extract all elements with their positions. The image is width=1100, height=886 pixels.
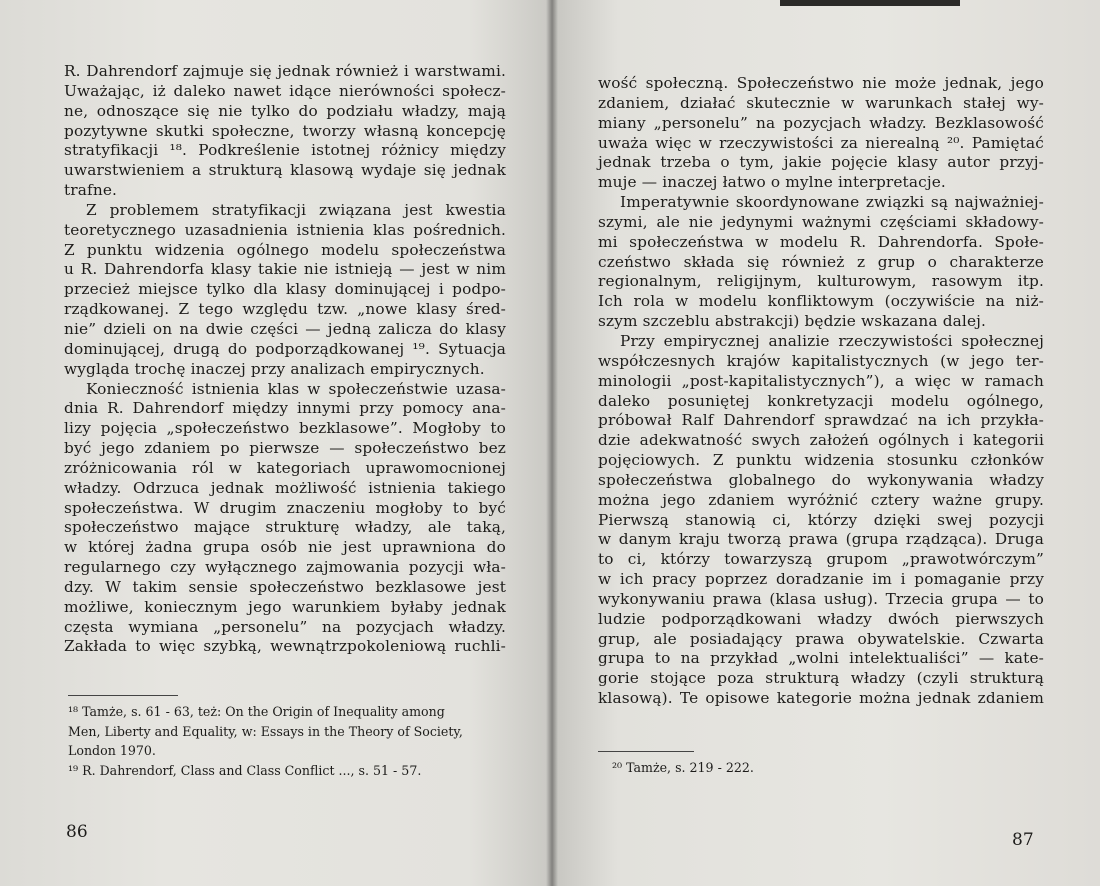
- text-line: Konieczność istnienia klas w społeczeństwie uzasa-: [86, 379, 506, 398]
- text-line: możliwe, koniecznym jego warunkiem byłaby jednak: [64, 597, 506, 616]
- text-line: współczesnych krajów kapitalistycznych (w jego ter-: [598, 351, 1044, 370]
- text-line: społeczeństwa. W drugim znaczeniu mogłoby to być: [64, 498, 506, 517]
- text-line: miany „personelu” na pozycjach władzy. Bezklasowość: [598, 113, 1044, 132]
- text-line: społeczeństwo mające strukturę władzy, ale taką,: [64, 518, 506, 537]
- left-page-body: [64, 62, 506, 657]
- text-line: można jego zdaniem wyróżnić cztery ważne grupy.: [598, 490, 1044, 509]
- text-line: przecież miejsce tylko dla klasy dominującej i podpo-: [64, 280, 506, 299]
- text-line: ne, odnoszące się nie tylko do podziału władzy, mają: [64, 101, 506, 120]
- text-line: Przy empirycznej analizie rzeczywistości społecznej: [620, 331, 1044, 350]
- text-line: Pierwszą stanowią ci, którzy dzięki swej pozycji: [598, 510, 1044, 529]
- text-line: uważa więc w rzeczywistości za nierealną ²⁰. Pamiętać: [598, 133, 1044, 152]
- text-line: R. Dahrendorf zajmuje się jednak również i warstwami.: [64, 62, 506, 80]
- text-line: wygląda trochę inaczej przy analizach empirycznych.: [64, 359, 485, 378]
- footnote-line: ¹⁹ R. Dahrendorf, Class and Class Conflict ..., s. 51 - 57.: [68, 762, 422, 778]
- text-line: władzy. Odrzuca jednak możliwość istnienia takiego: [64, 478, 506, 497]
- text-line: minologii „post-kapitalistycznych”), a więc w ramach: [598, 371, 1044, 390]
- text-line: Imperatywnie skoordynowane związki są najważniej-: [620, 193, 1044, 212]
- scan-edge: [780, 0, 960, 6]
- text-line: szym szczeblu abstrakcji) będzie wskazana dalej.: [598, 312, 987, 331]
- text-line: ludzie podporządkowani władzy dwóch pierwszych: [598, 609, 1044, 628]
- text-line: uwarstwieniem a strukturą klasową wydaje się jednak: [64, 161, 506, 180]
- text-line: szymi, ale nie jedynymi ważnymi częściami składowy-: [598, 212, 1044, 231]
- text-line: czeństwo składa się również z grup o charakterze: [598, 252, 1044, 271]
- text-line: regionalnym, religijnym, kulturowym, rasowym itp.: [598, 272, 1044, 291]
- text-line: rządkowanej. Z tego względu tzw. „nowe klasy śred-: [64, 300, 506, 319]
- text-line: częsta wymiana „personelu” na pozycjach władzy.: [64, 617, 506, 636]
- text-line: mi społeczeństwa w modelu R. Dahrendorfa. Społe-: [598, 232, 1044, 251]
- text-line: to ci, którzy towarzyszą grupom „prawotwórczym”: [598, 550, 1044, 569]
- text-line: Uważając, iż daleko nawet idące nierówności społecz-: [64, 81, 506, 100]
- text-line: społeczeństwa globalnego do wykonywania władzy: [598, 470, 1044, 489]
- text-line: teoretycznego uzasadnienia istnienia klas pośrednich.: [64, 220, 506, 239]
- text-line: Z problemem stratyfikacji związana jest kwestia: [86, 200, 506, 219]
- text-line: zróżnicowania ról w kategoriach uprawomocnionej: [64, 458, 506, 477]
- footnote-line: ¹⁸ Tamże, s. 61 - 63, też: On the Origin of Inequality among: [68, 704, 445, 719]
- text-line: muje — inaczej łatwo o mylne interpretacje.: [598, 173, 946, 192]
- footnote-divider: [68, 695, 178, 696]
- text-line: w której żadna grupa osób nie jest uprawniona do: [64, 538, 506, 557]
- text-line: pojęciowych. Z punktu widzenia stosunku członków: [598, 451, 1044, 470]
- text-line: w danym kraju tworzą prawa (grupa rządząca). Druga: [598, 530, 1044, 549]
- text-line: w ich pracy poprzez doradzanie im i pomaganie przy: [598, 570, 1044, 589]
- footnote-divider: [598, 751, 694, 752]
- text-line: gorie stojące poza strukturą władzy (czyli strukturą: [598, 669, 1044, 688]
- text-line: regularnego czy wyłącznego zajmowania pozycji wła-: [64, 558, 506, 577]
- text-line: klasową). Te opisowe kategorie można jednak zdaniem: [598, 689, 1044, 708]
- text-line: dzy. W takim sensie społeczeństwo bezklasowe jest: [64, 577, 506, 596]
- text-line: daleko posuniętej konkretyzacji modelu ogólnego,: [598, 391, 1044, 410]
- page-number: 87: [1012, 830, 1034, 850]
- text-line: grup, ale posiadający prawa obywatelskie. Czwarta: [598, 629, 1044, 648]
- text-line: lizy pojęcia „społeczeństwo bezklasowe”. Mogłoby to: [64, 419, 506, 438]
- text-line: wość społeczną. Społeczeństwo nie może jednak, jego: [598, 74, 1044, 92]
- text-line: jednak trzeba o tym, jakie pojęcie klasy autor przyj-: [598, 153, 1044, 172]
- text-line: trafne.: [64, 181, 118, 200]
- page-number: 86: [66, 822, 88, 842]
- right-page: [552, 0, 1100, 886]
- book-spine: [546, 0, 558, 886]
- text-line: Zakłada to więc szybką, wewnątrzpokoleniową ruchli-: [64, 637, 506, 656]
- text-line: dzie adekwatność swych założeń ogólnych i kategorii: [598, 431, 1044, 450]
- text-line: nie” dzieli on na dwie części — jedną zalicza do klasy: [64, 319, 506, 338]
- text-line: zdaniem, działać skutecznie w warunkach stałej wy-: [598, 93, 1044, 112]
- text-line: Ich rola w modelu konfliktowym (oczywiście na niż-: [598, 292, 1044, 311]
- text-line: dnia R. Dahrendorf między innymi przy pomocy ana-: [64, 399, 506, 418]
- footnote-line: ²⁰ Tamże, s. 219 - 222.: [612, 760, 754, 775]
- right-page-body: [598, 74, 1044, 709]
- footnotes: [68, 702, 508, 780]
- text-line: próbował Ralf Dahrendorf sprawdzać na ich przykła-: [598, 411, 1044, 430]
- footnote-line: Men, Liberty and Equality, w: Essays in the Theory of Society,: [68, 723, 463, 739]
- text-line: grupa to na przykład „wolni intelektualiści” — kate-: [598, 649, 1044, 668]
- text-line: u R. Dahrendorfa klasy takie nie istnieją — jest w nim: [64, 260, 506, 279]
- text-line: Z punktu widzenia ogólnego modelu społeczeństwa: [64, 240, 506, 259]
- text-line: dominującej, drugą do podporządkowanej ¹⁹. Sytuacja: [64, 339, 506, 358]
- text-line: pozytywne skutki społeczne, tworzy własną koncepcję: [64, 121, 506, 140]
- text-line: stratyfikacji ¹⁸. Podkreślenie istotnej różnicy między: [64, 141, 506, 160]
- footnote-line: London 1970.: [68, 743, 156, 758]
- text-line: być jego zdaniem po pierwsze — społeczeństwo bez: [64, 439, 506, 458]
- text-line: wykonywaniu prawa (klasa usług). Trzecia grupa — to: [598, 589, 1044, 608]
- footnotes: [612, 758, 1032, 778]
